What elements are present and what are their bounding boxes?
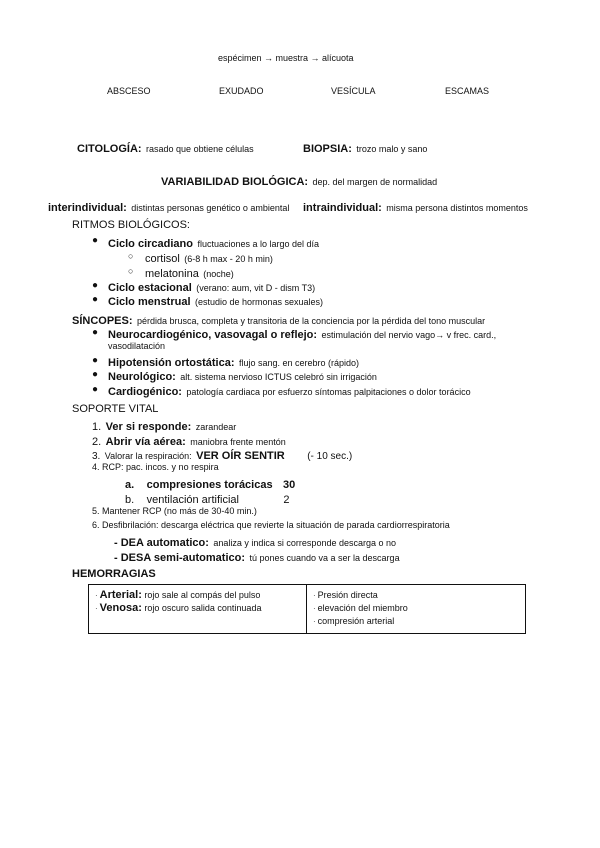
bullet-icon: ● <box>92 294 99 305</box>
dot-icon: · <box>95 604 98 613</box>
item-extra: (- 10 sec.) <box>307 451 353 462</box>
ritmos-title: RITMOS BIOLÓGICOS: <box>72 219 190 231</box>
hipotension-label: Hipotensión ortostática: <box>108 357 235 369</box>
hipotension-text: flujo sang. en cerebro (rápido) <box>238 358 360 368</box>
dot-icon: · <box>313 591 316 600</box>
dot-icon: · <box>95 591 98 600</box>
melatonina-label: melatonina <box>145 268 199 280</box>
item-label: ventilación artificial <box>146 494 239 506</box>
citologia-label: CITOLOGÍA: <box>77 143 142 155</box>
desa-line <box>114 548 400 566</box>
action-text: elevación del miembro <box>317 603 408 613</box>
citologia-text: rasado que obtiene células <box>146 144 254 154</box>
list-item <box>313 589 519 602</box>
dea-text: analiza y indica si corresponde descarga o no <box>213 538 397 548</box>
item-text: maniobra frente mentón <box>190 437 286 447</box>
arterial-text: rojo sale al compás del pulso <box>144 590 261 600</box>
interindividual-line <box>48 198 289 216</box>
biopsia-text: trozo malo y sano <box>356 144 428 154</box>
bullet-icon: ● <box>92 384 99 395</box>
circadiano-text: fluctuaciones a lo largo del día <box>197 239 320 249</box>
variabilidad-label: VARIABILIDAD BIOLÓGICA: <box>161 176 309 188</box>
soporte-title: SOPORTE VITAL <box>72 403 159 415</box>
venosa-line <box>95 602 300 615</box>
variabilidad-line <box>161 172 437 190</box>
venosa-text: rojo oscuro salida continuada <box>144 603 262 613</box>
hemorragias-types-cell <box>89 585 307 634</box>
neurologico-label: Neurológico: <box>108 371 176 383</box>
ritmo-menstrual <box>108 292 323 310</box>
category-absceso: ABSCESO <box>107 86 151 96</box>
menstrual-text: (estudio de hormonas sexuales) <box>194 297 324 307</box>
bullet-icon: ● <box>92 235 99 246</box>
circle-bullet-icon: ○ <box>128 266 134 276</box>
dot-icon: · <box>313 604 316 613</box>
intraindividual-text: misma persona distintos momentos <box>386 203 528 213</box>
action-text: Presión directa <box>317 590 378 600</box>
category-vesicula: VESÍCULA <box>331 86 376 96</box>
variabilidad-text: dep. del margen de normalidad <box>312 177 438 187</box>
item-text: Valorar la respiración: <box>104 451 192 461</box>
item-value: 30 <box>283 479 296 491</box>
soporte-item-4 <box>92 462 219 472</box>
hemorragias-table <box>88 584 526 634</box>
bullet-icon: ● <box>92 327 99 338</box>
cortisol-text: (6-8 h max - 20 h min) <box>184 254 273 264</box>
action-text: compresión arterial <box>317 616 395 626</box>
cardiogenico-label: Cardiogénico: <box>108 386 182 398</box>
item-number: 2. <box>92 436 102 448</box>
category-exudado: EXUDADO <box>219 86 264 96</box>
soporte-item-5 <box>92 506 257 516</box>
item-text: Mantener RCP (no más de 30-40 min.) <box>102 506 257 516</box>
item-number: b. <box>125 494 135 506</box>
table-row <box>89 585 526 634</box>
item-text: Desfibrilación: descarga eléctrica que revierte la situación de parada cardiorrespiratoria <box>102 520 450 530</box>
cardiogenico-text: patología cardiaca por esfuerzo síntomas palpitaciones o dolor torácico <box>186 387 471 397</box>
category-escamas: ESCAMAS <box>445 86 490 96</box>
item-number: 5. <box>92 506 100 516</box>
estacional-text: (verano: aum, vit D - dism T3) <box>196 283 316 293</box>
sincopes-text: pérdida brusca, completa y transitoria de la conciencia por la pérdida del tono muscular <box>136 316 486 326</box>
sincopes-title: SÍNCOPES: <box>72 315 133 327</box>
biopsia-label: BIOPSIA: <box>303 143 352 155</box>
item-number: a. <box>125 479 135 491</box>
item-number: 4. <box>92 462 100 472</box>
desa-label: - DESA semi-automatico: <box>114 552 246 564</box>
bullet-icon: ● <box>92 369 99 380</box>
desa-text: tú pones cuando va a ser la descarga <box>249 553 400 563</box>
menstrual-label: Ciclo menstrual <box>108 296 191 308</box>
circadiano-label: Ciclo circadiano <box>108 238 193 250</box>
citologia-line <box>77 139 254 157</box>
bullet-icon: ● <box>92 280 99 291</box>
interindividual-label: interindividual: <box>48 202 127 214</box>
neurocardiogenico-text-cont: vasodilatación <box>108 341 166 351</box>
arterial-line <box>95 589 300 602</box>
list-item <box>313 615 519 628</box>
hemorragias-title: HEMORRAGIAS <box>72 568 156 580</box>
item-value: 2 <box>283 494 290 506</box>
neurocardiogenico-text: estimulación del nervio vago→ v frec. card., <box>321 330 497 340</box>
item-label: Abrir vía aérea: <box>105 436 186 448</box>
venosa-label: Venosa: <box>99 602 142 614</box>
cortisol-label: cortisol <box>145 253 180 265</box>
item-text: zarandear <box>195 422 237 432</box>
arterial-label: Arterial: <box>99 589 142 601</box>
intraindividual-line <box>303 198 528 216</box>
neurologico-text: alt. sistema nervioso ICTUS celebró sin irrigación <box>180 372 377 382</box>
item-text: RCP: pac. incos. y no respira <box>102 462 219 472</box>
interindividual-text: distintas personas genético o ambiental <box>131 203 290 213</box>
neurocardiogenico-label: Neurocardiogénico, vasovagal o reflejo: <box>108 329 318 341</box>
list-item <box>313 602 519 615</box>
item-number: 6. <box>92 520 100 530</box>
item-label: VER OÍR SENTIR <box>196 450 285 462</box>
biopsia-line <box>303 139 427 157</box>
intraindividual-label: intraindividual: <box>303 202 382 214</box>
item-number: 1. <box>92 421 102 433</box>
sincope-neurocardiogenico <box>108 325 496 343</box>
sincope-cardiogenico <box>108 382 471 400</box>
estacional-label: Ciclo estacional <box>108 282 192 294</box>
soporte-item-6 <box>92 520 450 530</box>
item-number: 3. <box>92 451 101 462</box>
bullet-icon: ● <box>92 355 99 366</box>
circle-bullet-icon: ○ <box>128 251 134 261</box>
header-line: espécimen → muestra → alícuota <box>218 53 354 63</box>
item-label: compresiones torácicas <box>146 479 273 491</box>
item-label: Ver si responde: <box>105 421 192 433</box>
melatonina-text: (noche) <box>203 269 234 279</box>
dea-label: - DEA automatico: <box>114 537 209 549</box>
dot-icon: · <box>313 617 316 626</box>
hemorragias-actions-cell <box>307 585 526 634</box>
